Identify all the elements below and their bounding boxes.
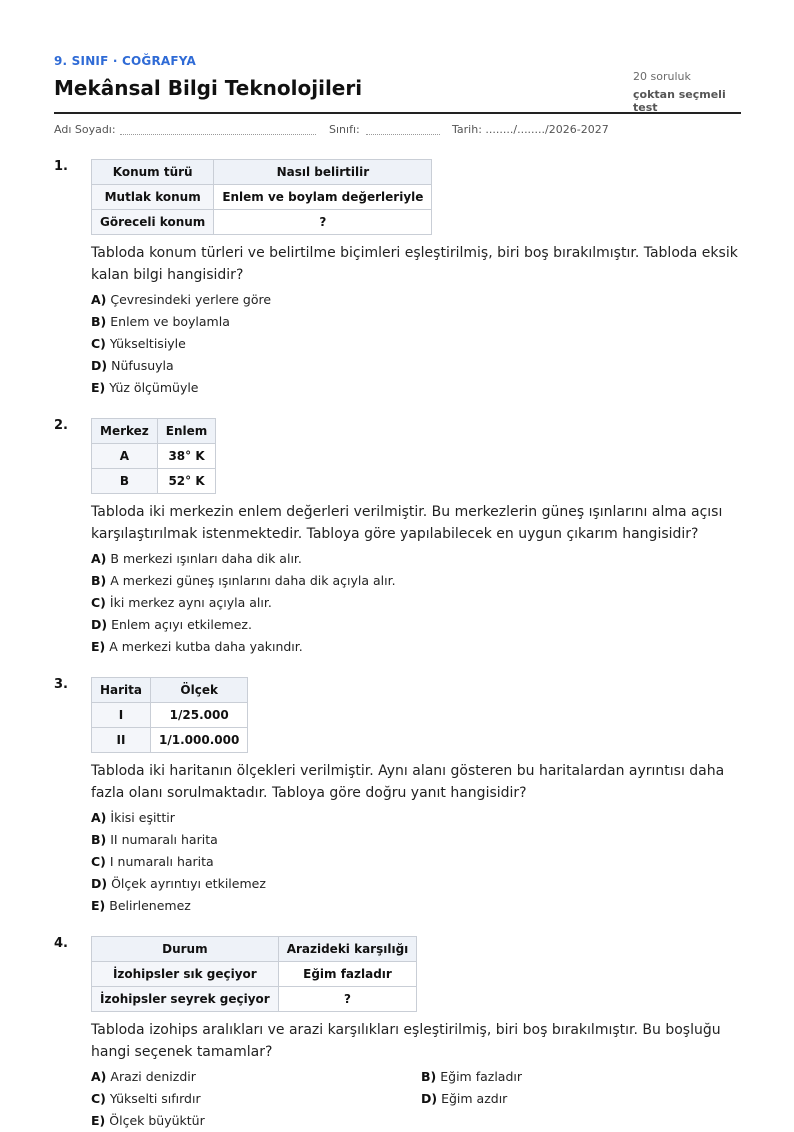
option-b[interactable] xyxy=(421,1066,522,1088)
option-letter: C) xyxy=(91,854,106,869)
table-header-cell: Enlem xyxy=(157,419,216,444)
table-cell: Enlem ve boylam değerleriyle xyxy=(214,185,432,210)
table-cell: 1/1.000.000 xyxy=(151,728,248,753)
name-field[interactable] xyxy=(120,134,316,135)
option-d[interactable] xyxy=(91,873,741,895)
table-header-cell: Harita xyxy=(92,678,151,703)
option-d[interactable] xyxy=(91,355,741,377)
class-label: Sınıfı: xyxy=(329,123,360,136)
question-stem: Tabloda iki haritanın ölçekleri verilmiştir. Aynı alanı gösteren bu haritalardan ayrıntısı daha fazla olanı sorulmaktadır. Tabloya göre doğru yanıt hangisidir? xyxy=(91,763,725,801)
option-letter: C) xyxy=(91,595,106,610)
answer-options xyxy=(91,289,741,399)
table-header-cell: Konum türü xyxy=(92,160,214,185)
option-c[interactable] xyxy=(91,851,741,873)
test-meta xyxy=(633,70,741,114)
table-cell: 52° K xyxy=(157,469,216,494)
question-stem: Tabloda konum türleri ve belirtilme biçimleri eşleştirilmiş, biri boş bırakılmıştır. Tabloda eksik kalan bilgi hangisidir? xyxy=(91,245,738,283)
option-text: Enlem açıyı etkilemez. xyxy=(111,617,252,632)
option-text: Ölçek ayrıntıyı etkilemez xyxy=(111,876,266,891)
option-a[interactable] xyxy=(91,1066,196,1088)
option-letter: D) xyxy=(91,617,108,632)
option-letter: B) xyxy=(91,314,107,329)
option-text: Yüz ölçümüyle xyxy=(109,380,199,395)
question-number: 1. xyxy=(54,159,68,174)
question-stem: Tabloda iki merkezin enlem değerleri verilmiştir. Bu merkezlerin güneş ışınlarını alma açısı karşılaştırılmak istenmektedir. Tabloya göre yapılabilecek en uygun çıkarım hangisidir? xyxy=(91,504,723,542)
option-text: Çevresindeki yerlere göre xyxy=(110,292,272,307)
option-b[interactable] xyxy=(91,570,741,592)
option-text: Eğim fazladır xyxy=(440,1069,523,1084)
question-table xyxy=(91,677,248,753)
date-label: Tarih: ......../......../2026-2027 xyxy=(452,123,609,136)
question-table xyxy=(91,936,417,1012)
table-cell: Göreceli konum xyxy=(92,210,214,235)
option-letter: D) xyxy=(91,876,108,891)
table-header-cell: Ölçek xyxy=(151,678,248,703)
option-letter: D) xyxy=(91,358,108,373)
option-b[interactable] xyxy=(91,829,741,851)
test-type: çoktan seçmeli test xyxy=(633,88,726,114)
option-letter: B) xyxy=(91,573,107,588)
answer-options xyxy=(91,1066,741,1132)
option-letter: E) xyxy=(91,1113,106,1128)
option-e[interactable] xyxy=(91,895,741,917)
option-text: A merkezi güneş ışınlarını daha dik açıyla alır. xyxy=(110,573,396,588)
option-a[interactable] xyxy=(91,289,741,311)
option-text: Belirlenemez xyxy=(109,898,191,913)
table-header-cell: Merkez xyxy=(92,419,158,444)
page-title: Mekânsal Bilgi Teknolojileri xyxy=(54,76,363,100)
option-text: I numaralı harita xyxy=(109,854,214,869)
table-cell: İzohipsler seyrek geçiyor xyxy=(92,987,279,1012)
option-text: II numaralı harita xyxy=(110,832,218,847)
option-e[interactable] xyxy=(91,636,741,658)
option-letter: A) xyxy=(91,1069,107,1084)
option-text: Enlem ve boylamla xyxy=(110,314,230,329)
name-label: Adı Soyadı: xyxy=(54,123,116,136)
table-header-cell: Nasıl belirtilir xyxy=(214,160,432,185)
option-text: İkisi eşittir xyxy=(110,810,175,825)
option-a[interactable] xyxy=(91,807,741,829)
answer-options xyxy=(91,807,741,917)
option-e[interactable] xyxy=(91,1110,205,1132)
table-cell: İzohipsler sık geçiyor xyxy=(92,962,279,987)
option-letter: E) xyxy=(91,898,106,913)
table-cell: B xyxy=(92,469,158,494)
option-text: Nüfusuyla xyxy=(111,358,174,373)
option-e[interactable] xyxy=(91,377,741,399)
worksheet-page xyxy=(54,52,741,1128)
option-letter: D) xyxy=(421,1091,438,1106)
table-cell: A xyxy=(92,444,158,469)
table-cell: Mutlak konum xyxy=(92,185,214,210)
option-letter: C) xyxy=(91,336,106,351)
table-cell: II xyxy=(92,728,151,753)
option-letter: E) xyxy=(91,380,106,395)
answer-options xyxy=(91,548,741,658)
option-letter: A) xyxy=(91,551,107,566)
subject-label: 9. SINIF · COĞRAFYA xyxy=(54,54,197,68)
option-letter: C) xyxy=(91,1091,106,1106)
table-cell: I xyxy=(92,703,151,728)
option-c[interactable] xyxy=(91,592,741,614)
option-text: Eğim azdır xyxy=(441,1091,508,1106)
table-cell: Eğim fazladır xyxy=(278,962,417,987)
option-d[interactable] xyxy=(421,1088,507,1110)
question-number: 2. xyxy=(54,418,68,433)
option-text: Yükseltisiyle xyxy=(109,336,186,351)
option-text: Yükselti sıfırdır xyxy=(109,1091,201,1106)
table-cell: 1/25.000 xyxy=(151,703,248,728)
question-stem: Tabloda izohips aralıkları ve arazi karşılıkları eşleştirilmiş, biri boş bırakılmıştır. Bu boşluğu hangi seçenek tamamlar? xyxy=(91,1022,721,1060)
question-table xyxy=(91,159,432,235)
option-d[interactable] xyxy=(91,614,741,636)
worksheet-header xyxy=(54,52,741,114)
table-cell: 38° K xyxy=(157,444,216,469)
option-b[interactable] xyxy=(91,311,741,333)
question-count: 20 soruluk xyxy=(633,70,691,83)
option-c[interactable] xyxy=(91,1088,201,1110)
class-field[interactable] xyxy=(366,134,440,135)
option-c[interactable] xyxy=(91,333,741,355)
option-letter: E) xyxy=(91,639,106,654)
option-a[interactable] xyxy=(91,548,741,570)
table-header-cell: Arazideki karşılığı xyxy=(278,937,417,962)
question-table xyxy=(91,418,216,494)
table-header-cell: Durum xyxy=(92,937,279,962)
table-cell: ? xyxy=(214,210,432,235)
option-letter: A) xyxy=(91,292,107,307)
option-text: Arazi denizdir xyxy=(110,1069,196,1084)
option-text: A merkezi kutba daha yakındır. xyxy=(109,639,303,654)
option-letter: A) xyxy=(91,810,107,825)
option-text: B merkezi ışınları daha dik alır. xyxy=(110,551,302,566)
question-number: 4. xyxy=(54,936,68,951)
option-letter: B) xyxy=(91,832,107,847)
option-text: Ölçek büyüktür xyxy=(109,1113,205,1128)
option-text: İki merkez aynı açıyla alır. xyxy=(109,595,272,610)
question-number: 3. xyxy=(54,677,68,692)
student-info-row xyxy=(54,123,741,139)
table-cell: ? xyxy=(278,987,417,1012)
option-letter: B) xyxy=(421,1069,437,1084)
